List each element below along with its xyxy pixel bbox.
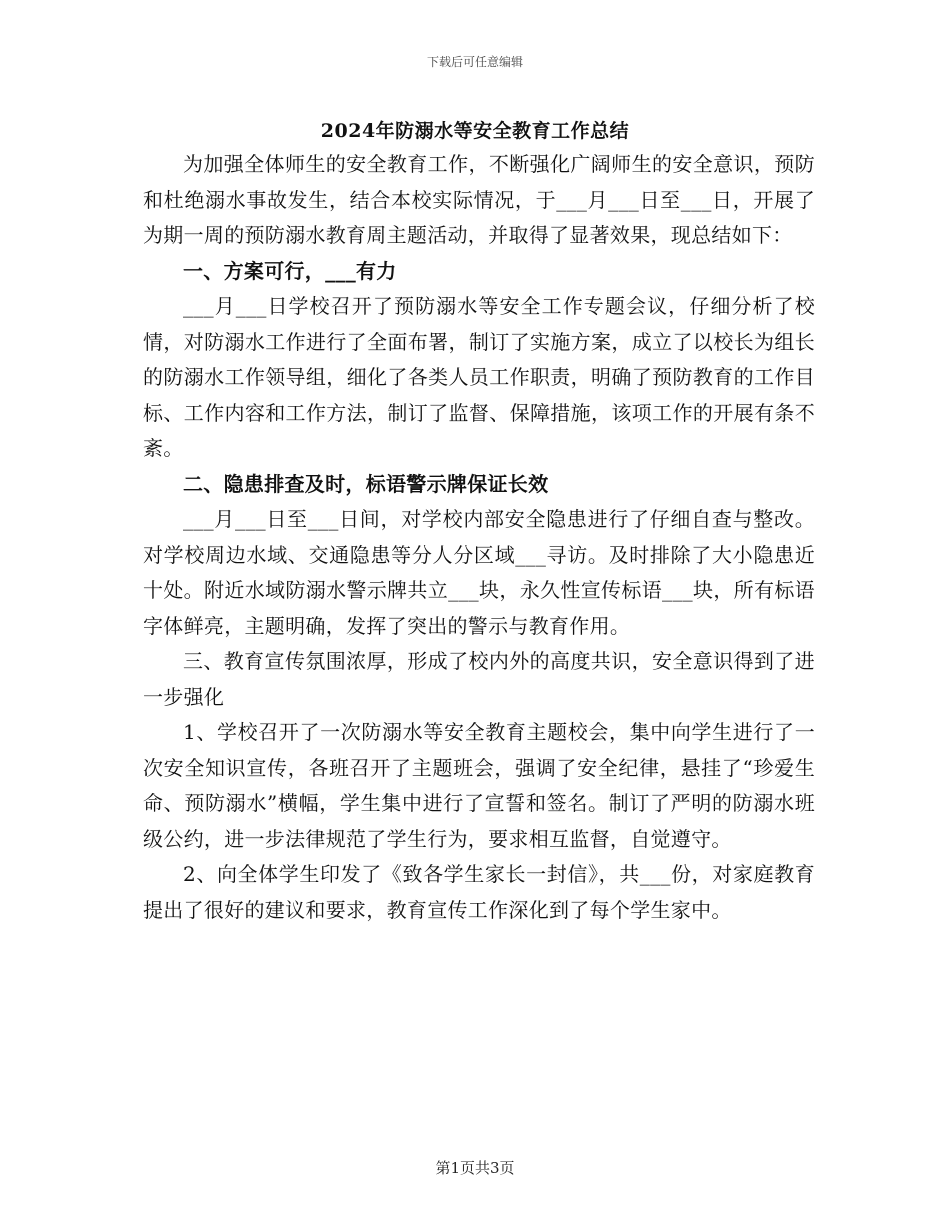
intro-paragraph: 为加强全体师生的安全教育工作，不断强化广阔师生的安全意识，预防和杜绝溺水事故发生，结合本校实际情况，于___月___日至___日，开展了为期一周的预防溺水教育周主题活动，并取得了显著效果，现总结如下： [143, 152, 815, 247]
document-title: 2024年防溺水等安全教育工作总结 [320, 120, 630, 142]
section-heading-2: 二、隐患排查及时，标语警示牌保证长效 [183, 471, 549, 496]
section-2-paragraph: ___月___日至___日间，对学校内部安全隐患进行了仔细自查与整改。对学校周边水域、交通隐患等分人分区域___寻访。及时排除了大小隐患近十处。附近水域防溺水警示牌共立___块，永久性宣传标语___块，所有标语字体鲜亮，主题明确，发挥了突出的警示与教育作用。 [143, 507, 815, 638]
page-number-footer: 第1页共3页 [435, 1159, 515, 1177]
header-note: 下载后可任意编辑 [426, 55, 523, 69]
section-3-item-1: 1、学校召开了一次防溺水等安全教育主题校会，集中向学生进行了一次安全知识宣传，各班召开了主题班会，强调了安全纪律，悬挂了“珍爱生命、预防溺水”横幅，学生集中进行了宣誓和签名。制订了严明的防溺水班级公约，进一步法律规范了学生行为，要求相互监督，自觉遵守。 [143, 720, 815, 851]
section-1-paragraph: ___月___日学校召开了预防溺水等安全工作专题会议，仔细分析了校情，对防溺水工作进行了全面布署，制订了实施方案，成立了以校长为组长的防溺水工作领导组，细化了各类人员工作职责，明确了预防教育的工作目标、工作内容和工作方法，制订了监督、保障措施，该项工作的开展有条不紊。 [143, 294, 815, 460]
section-heading-3: 三、教育宣传氛围浓厚，形成了校内外的高度共识，安全意识得到了进一步强化 [143, 649, 815, 709]
section-heading-1: 一、方案可行，___有力 [183, 258, 397, 283]
document-body [143, 147, 815, 928]
section-3-item-2: 2、向全体学生印发了《致各学生家长一封信》，共___份，对家庭教育提出了很好的建议和要求，教育宣传工作深化到了每个学生家中。 [143, 862, 815, 922]
